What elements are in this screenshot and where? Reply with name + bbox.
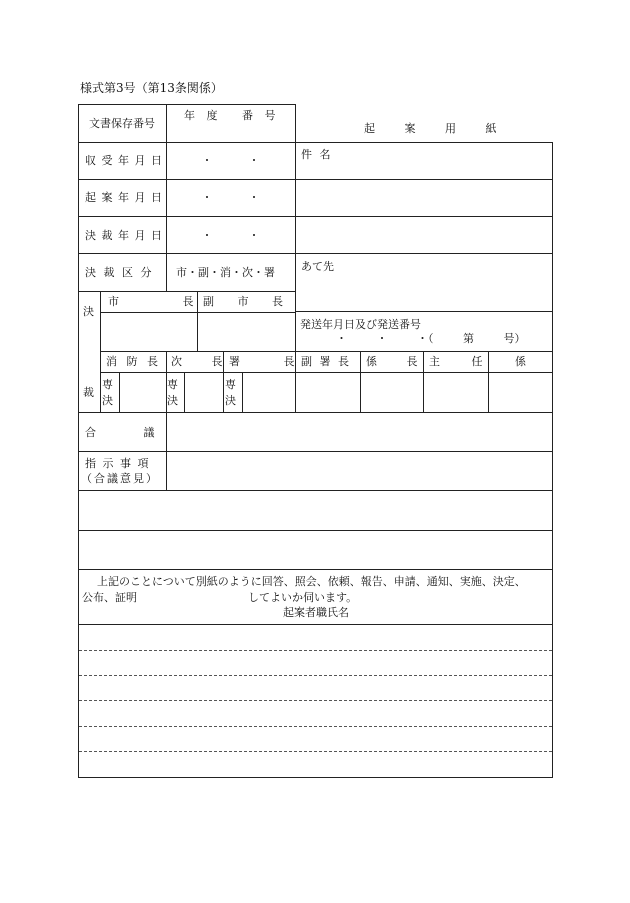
senketsu-3-bottom: 決 bbox=[225, 394, 236, 407]
addressee-label: あて先 bbox=[301, 260, 334, 273]
senketsu-1-top: 専 bbox=[102, 378, 113, 391]
senketsu-3-top: 専 bbox=[225, 378, 236, 391]
decided-date-dot-2: ・ bbox=[248, 229, 260, 242]
consultation-label: 合 議 bbox=[85, 426, 155, 439]
sai-label: 裁 bbox=[83, 386, 94, 399]
decided-date-label: 決 裁 年 月 日 bbox=[85, 229, 163, 242]
decided-date-dot-1: ・ bbox=[201, 229, 213, 242]
decision-classification-label: 決 裁 区 分 bbox=[85, 266, 152, 279]
instructions-sub-label: （合議意見） bbox=[81, 472, 159, 485]
sending-label: 発送年月日及び発送番号 bbox=[300, 318, 421, 331]
section-chief-label: 係 長 bbox=[366, 355, 418, 368]
statement-line-2-right: してよいか伺います。 bbox=[248, 591, 358, 604]
doc-storage-number-label: 文書保存番号 bbox=[89, 117, 155, 130]
received-date-dot-2: ・ bbox=[248, 154, 260, 167]
senketsu-2-bottom: 決 bbox=[167, 394, 178, 407]
drafter-name-label: 起案者職氏名 bbox=[283, 606, 349, 619]
statement-line-1: 上記のことについて別紙のように回答、照会、依頼、報告、申請、通知、実施、決定、 bbox=[97, 575, 526, 588]
form-name: 起 案 用 紙 bbox=[364, 122, 497, 135]
form-title: 様式第3号（第13条関係） bbox=[80, 81, 223, 95]
received-date-label: 収 受 年 月 日 bbox=[85, 154, 163, 167]
drafted-date-label: 起 案 年 月 日 bbox=[85, 191, 163, 204]
drafted-date-dot-1: ・ bbox=[201, 191, 213, 204]
deputy-station-chief-label: 副 署 長 bbox=[301, 355, 351, 368]
ketsu-label: 決 bbox=[83, 305, 94, 318]
senketsu-1-bottom: 決 bbox=[102, 394, 113, 407]
mayor-label: 市 長 bbox=[108, 295, 194, 308]
fiscal-year-label: 年 度 bbox=[184, 109, 218, 122]
drafted-date-dot-2: ・ bbox=[248, 191, 260, 204]
supervisor-label: 主 任 bbox=[429, 355, 483, 368]
instructions-label: 指 示 事 項 bbox=[85, 457, 149, 470]
sending-number: ・ ・ ・（ 第 号） bbox=[336, 332, 526, 345]
subject-label: 件 名 bbox=[301, 148, 331, 161]
deputy-mayor-label: 副 市 長 bbox=[203, 295, 283, 308]
statement-line-2-left: 公布、証明 bbox=[82, 591, 137, 604]
staff-label: 係 bbox=[515, 355, 526, 368]
deputy-chief-label: 次 長 bbox=[171, 355, 223, 368]
station-chief-label: 署 長 bbox=[229, 355, 295, 368]
decision-classification-options: 市・副・消・次・署 bbox=[176, 266, 275, 279]
received-date-dot-1: ・ bbox=[201, 154, 213, 167]
fire-chief-label: 消 防 長 bbox=[106, 355, 161, 368]
senketsu-2-top: 専 bbox=[167, 378, 178, 391]
number-label: 番 号 bbox=[242, 109, 276, 122]
